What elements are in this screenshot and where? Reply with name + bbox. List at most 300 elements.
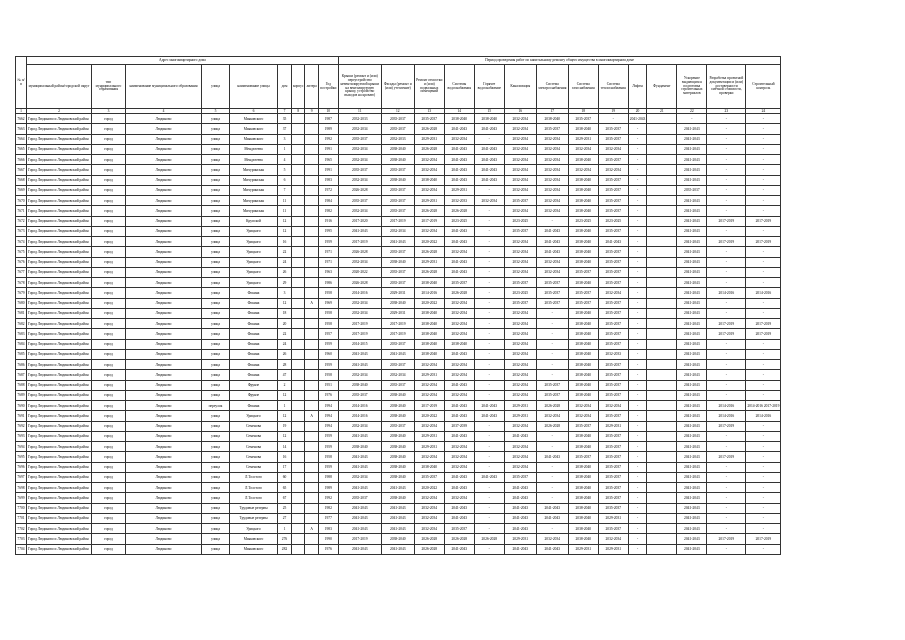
table-cell: город xyxy=(92,390,126,400)
table-cell: 2026-2028 xyxy=(414,267,444,277)
table-cell: 2017-2019 xyxy=(338,237,381,247)
table-cell: 12 xyxy=(278,390,292,400)
table-cell: 2035-2037 xyxy=(598,175,628,185)
table-cell: 2035-2037 xyxy=(598,155,628,165)
table-cell: 2035-2037 xyxy=(598,524,628,534)
table-cell: 7690 xyxy=(16,401,27,411)
table-cell: 7675 xyxy=(16,247,27,257)
table-cell: 2026-2028 xyxy=(444,206,474,216)
table-cell: - xyxy=(536,431,568,441)
table-cell: - xyxy=(474,216,504,226)
header-cell: Канализация xyxy=(504,65,536,109)
table-cell: Людиново xyxy=(126,175,202,185)
table-cell: 2035-2037 xyxy=(444,278,474,288)
table-cell: 12 xyxy=(278,431,292,441)
table-cell xyxy=(305,534,318,544)
table-cell: 2038-2040 xyxy=(568,462,598,472)
table-cell: Мичуринская xyxy=(230,196,278,206)
header-cell: Крыши (ремонт и (или) переустройство невентилируемой крыши на вентилируемую крышу, устройство выходов на кровлю) xyxy=(338,65,381,109)
table-cell: 2032-2033 xyxy=(444,196,474,206)
table-cell: 2041-2043 xyxy=(474,165,504,175)
table-cell: - xyxy=(628,278,647,288)
column-number: 4 xyxy=(126,109,202,114)
table-cell: 2038-2040 xyxy=(414,339,444,349)
table-cell: 7702 xyxy=(16,524,27,534)
table-cell xyxy=(292,544,305,554)
table-cell: - xyxy=(474,267,504,277)
table-cell: - xyxy=(628,175,647,185)
table-cell: 7680 xyxy=(16,298,27,308)
table-row xyxy=(16,185,781,195)
table-cell: 2029-2031 xyxy=(568,544,598,554)
table-cell: 7672 xyxy=(16,216,27,226)
table-cell: город xyxy=(92,431,126,441)
table-cell: - xyxy=(707,165,746,175)
table-cell: - xyxy=(628,124,647,134)
table-cell: 2032-2034 xyxy=(444,360,474,370)
table-cell: 14 xyxy=(278,442,292,452)
column-number: 9 xyxy=(305,109,318,114)
table-cell: Семенова xyxy=(230,442,278,452)
table-cell: 2041-2043 xyxy=(381,349,414,359)
table-cell xyxy=(647,390,677,400)
table-cell: 26 xyxy=(278,267,292,277)
table-row xyxy=(16,401,781,411)
table-cell: Мичуринская xyxy=(230,165,278,175)
table-cell: 2035-2037 xyxy=(381,247,414,257)
table-cell: 2032-2034 xyxy=(414,493,444,503)
table-cell: 2041-2043 xyxy=(444,380,474,390)
table-row xyxy=(16,175,781,185)
table-cell: - xyxy=(536,483,568,493)
table-cell: 7673 xyxy=(16,226,27,236)
table-cell: 16 xyxy=(278,237,292,247)
table-cell: 2041-2043 xyxy=(444,226,474,236)
table-cell: город xyxy=(92,247,126,257)
table-cell: улица xyxy=(202,175,230,185)
table-cell: улица xyxy=(202,257,230,267)
table-cell: 7 xyxy=(278,185,292,195)
table-cell: 2032-2034 xyxy=(444,329,474,339)
table-cell: 2041-2043 xyxy=(677,329,707,339)
table-cell: 2029-2031 xyxy=(504,534,536,544)
table-cell: Мичуринская xyxy=(230,206,278,216)
table-cell xyxy=(292,390,305,400)
table-cell: 2038-2040 xyxy=(568,493,598,503)
table-cell: 2041-2043 xyxy=(504,483,536,493)
table-cell: 2026-2028 xyxy=(414,206,444,216)
table-cell: - xyxy=(707,431,746,441)
table-cell: 2017-2020 xyxy=(338,216,381,226)
table-cell: 2041-2043 xyxy=(677,411,707,421)
table-row xyxy=(16,134,781,144)
table-cell: 2041-2043 xyxy=(677,442,707,452)
table-cell: Людиново xyxy=(126,472,202,482)
table-cell: улица xyxy=(202,431,230,441)
table-cell xyxy=(305,431,318,441)
table-cell: 2026-2028 xyxy=(414,544,444,554)
table-cell: - xyxy=(628,442,647,452)
table-cell: 2038-2040 xyxy=(414,319,444,329)
header-cell: Ускорение выдающихся подготовка строительных материалов xyxy=(677,65,707,109)
column-number: 6 xyxy=(230,109,278,114)
table-cell: улица xyxy=(202,206,230,216)
table-cell: 20 xyxy=(278,319,292,329)
header-cell: Система теплоснабжения xyxy=(598,65,628,109)
header-cell: Строительный контроль xyxy=(746,65,781,109)
table-cell: 2032-2034 xyxy=(536,411,568,421)
table-cell: 2037-2039 xyxy=(444,421,474,431)
table-cell: 2014-2016 xyxy=(414,288,444,298)
table-cell: 2041-2043 xyxy=(677,401,707,411)
table-cell: 2032-2033 xyxy=(381,134,414,144)
header-cell: Год постройки xyxy=(318,65,338,109)
table-cell: 2041-2043 xyxy=(444,267,474,277)
table-cell: 2035-2037 xyxy=(568,267,598,277)
table-cell: 7693 xyxy=(16,431,27,441)
table-cell xyxy=(305,144,318,154)
table-cell xyxy=(292,196,305,206)
table-cell: город xyxy=(92,237,126,247)
table-cell: 2041-2043 xyxy=(677,175,707,185)
table-cell: 2032-2034 xyxy=(444,442,474,452)
table-cell: 2032-2034 xyxy=(504,349,536,359)
table-cell: 2014-2016 xyxy=(746,411,781,421)
table-cell: 2032-2034 xyxy=(504,206,536,216)
table-cell xyxy=(305,442,318,452)
table-cell: город xyxy=(92,124,126,134)
table-cell: - xyxy=(746,493,781,503)
table-cell: Город Людиново и Людиновский район xyxy=(27,472,92,482)
table-cell: Людиново xyxy=(126,349,202,359)
table-cell: город xyxy=(92,206,126,216)
table-cell: 1990 xyxy=(318,534,338,544)
table-cell: 26 xyxy=(278,349,292,359)
table-cell: 1971 xyxy=(318,257,338,267)
table-cell: 2041-2043 xyxy=(677,216,707,226)
table-cell xyxy=(647,370,677,380)
table-cell: 2038-2040 xyxy=(414,349,444,359)
table-cell: 2038-2040 xyxy=(381,493,414,503)
table-cell: улица xyxy=(202,411,230,421)
table-cell: 2035-2037 xyxy=(598,185,628,195)
table-cell: 7665 xyxy=(16,144,27,154)
header-cell: Разработка проектной документации и (или) достоверности сметной стоимости, проверки xyxy=(707,65,746,109)
table-cell: 19 xyxy=(278,421,292,431)
table-cell: 2041-2043 xyxy=(677,544,707,554)
column-number: 15 xyxy=(474,109,504,114)
table-cell xyxy=(647,226,677,236)
table-cell xyxy=(292,329,305,339)
table-cell: 1959 xyxy=(318,442,338,452)
header-cell: улица xyxy=(202,65,230,109)
table-cell: 7667 xyxy=(16,165,27,175)
table-cell: улица xyxy=(202,349,230,359)
header-cell: муниципальный район/городской округ xyxy=(27,65,92,109)
table-cell: 2041-2043 xyxy=(444,144,474,154)
table-cell: 6 xyxy=(278,175,292,185)
table-cell: А xyxy=(305,524,318,534)
table-cell xyxy=(292,134,305,144)
table-cell: 2041-2043 xyxy=(677,431,707,441)
table-cell: 2041-2043 xyxy=(504,431,536,441)
table-cell: Людиново xyxy=(126,462,202,472)
table-cell: 2038-2040 xyxy=(568,226,598,236)
table-cell: Город Людиново и Людиновский район xyxy=(27,380,92,390)
header-cell: наименование муниципального образования xyxy=(126,65,202,109)
table-cell: 2032-2034 xyxy=(338,175,381,185)
table-cell: 7676 xyxy=(16,257,27,267)
table-cell: 2038-2040 xyxy=(381,390,414,400)
table-cell: 2035-2037 xyxy=(504,226,536,236)
table-cell: улица xyxy=(202,524,230,534)
table-cell: 2041-2043 xyxy=(338,513,381,523)
table-cell: 2038-2040 xyxy=(568,370,598,380)
table-cell xyxy=(647,349,677,359)
table-cell: 2035-2037 xyxy=(536,380,568,390)
table-cell: 27 xyxy=(278,513,292,523)
table-cell: Людиново xyxy=(126,524,202,534)
table-cell: Людиново xyxy=(126,401,202,411)
table-cell: 2035-2037 xyxy=(338,196,381,206)
table-cell: 2035-2037 xyxy=(338,134,381,144)
table-cell: 2038-2040 xyxy=(568,237,598,247)
table-cell: - xyxy=(746,155,781,165)
table-cell xyxy=(305,288,318,298)
table-cell: 7671 xyxy=(16,206,27,216)
table-cell: - xyxy=(746,370,781,380)
table-cell: 2032-2034 xyxy=(414,513,444,523)
table-cell: 2032-2034 xyxy=(504,237,536,247)
table-cell: 2035-2037 xyxy=(598,493,628,503)
table-cell: - xyxy=(628,267,647,277)
table-cell: 2032-2034 xyxy=(338,206,381,216)
table-cell: 2038-2040 xyxy=(381,442,414,452)
table-cell: город xyxy=(92,339,126,349)
table-cell: 2041-2043 xyxy=(677,339,707,349)
table-cell: - xyxy=(707,155,746,165)
table-cell: - xyxy=(707,483,746,493)
table-cell: город xyxy=(92,165,126,175)
table-cell: 2041-2043 xyxy=(444,503,474,513)
table-cell: город xyxy=(92,452,126,462)
table-cell: 1958 xyxy=(318,308,338,318)
table-cell: 2038-2040 xyxy=(536,114,568,124)
table-cell: 7682 xyxy=(16,319,27,329)
table-cell: 2017-2019 xyxy=(381,216,414,226)
table-cell xyxy=(647,124,677,134)
table-cell: 2032-2034 xyxy=(381,370,414,380)
table-cell: Город Людиново и Людиновский район xyxy=(27,493,92,503)
table-cell: - xyxy=(628,493,647,503)
table-cell: улица xyxy=(202,390,230,400)
table-cell xyxy=(292,513,305,523)
table-cell xyxy=(305,503,318,513)
table-cell xyxy=(305,544,318,554)
table-cell: 2029-2031 xyxy=(598,421,628,431)
table-cell: улица xyxy=(202,134,230,144)
table-cell xyxy=(305,462,318,472)
table-cell: Людиново xyxy=(126,278,202,288)
table-cell: 2032-2034 xyxy=(338,370,381,380)
table-cell: 22 xyxy=(278,329,292,339)
table-cell: - xyxy=(536,462,568,472)
table-cell: Семенова xyxy=(230,431,278,441)
table-cell: 2041-2043 xyxy=(381,544,414,554)
table-cell: Людиново xyxy=(126,237,202,247)
table-cell: 2041-2043 xyxy=(677,226,707,236)
table-cell: 2038-2040 xyxy=(381,257,414,267)
table-cell xyxy=(647,257,677,267)
table-cell: 2035-2037 xyxy=(598,196,628,206)
table-cell: - xyxy=(707,185,746,195)
table-cell: улица xyxy=(202,155,230,165)
table-cell: 1992 xyxy=(318,493,338,503)
table-cell: 2032-2034 xyxy=(598,165,628,175)
table-cell: - xyxy=(707,206,746,216)
table-cell: 2032-2034 xyxy=(536,155,568,165)
table-cell: - xyxy=(536,319,568,329)
table-cell: Город Людиново и Людиновский район xyxy=(27,421,92,431)
table-cell: 2038-2040 xyxy=(568,524,598,534)
table-cell: улица xyxy=(202,319,230,329)
column-number: 7 xyxy=(278,109,292,114)
table-cell: 2017-2019 xyxy=(746,534,781,544)
table-cell: город xyxy=(92,257,126,267)
table-cell: 2026-2028 xyxy=(414,247,444,257)
table-cell: 2035-2037 xyxy=(598,380,628,390)
table-cell: 1976 xyxy=(318,390,338,400)
table-cell: 7689 xyxy=(16,390,27,400)
table-cell: 2026-2028 xyxy=(338,247,381,257)
table-cell: 2035-2037 xyxy=(536,390,568,400)
table-cell: 2041-2043 xyxy=(677,421,707,431)
table-cell: улица xyxy=(202,452,230,462)
table-cell: 2017-2019 xyxy=(338,319,381,329)
table-cell: Урицкого xyxy=(230,411,278,421)
table-cell: 2026-2028 xyxy=(536,421,568,431)
table-cell: 2014-2016 xyxy=(338,288,381,298)
table-cell: Фокина xyxy=(230,329,278,339)
table-cell: Город Людиново и Людиновский район xyxy=(27,431,92,441)
table-cell: 2032-2034 xyxy=(474,196,504,206)
table-cell: Город Людиново и Людиновский район xyxy=(27,308,92,318)
table-cell: - xyxy=(746,431,781,441)
table-cell: 2026-2028 xyxy=(338,278,381,288)
table-cell: - xyxy=(474,319,504,329)
table-cell: 2041-2043 xyxy=(677,267,707,277)
table-cell: - xyxy=(536,442,568,452)
table-cell: Людиново xyxy=(126,431,202,441)
table-cell: Людиново xyxy=(126,267,202,277)
table-cell: 2035-2037 xyxy=(598,411,628,421)
table-cell: - xyxy=(746,390,781,400)
table-cell: город xyxy=(92,144,126,154)
table-cell xyxy=(292,319,305,329)
table-cell: 1976 xyxy=(318,544,338,554)
table-cell: - xyxy=(628,196,647,206)
table-cell: 276 xyxy=(278,534,292,544)
table-cell xyxy=(647,534,677,544)
table-cell: - xyxy=(746,360,781,370)
table-cell xyxy=(647,185,677,195)
table-cell: 2041-2043 xyxy=(474,144,504,154)
table-cell: 2038-2040 xyxy=(568,380,598,390)
column-number: 3 xyxy=(92,109,126,114)
table-cell: 2041-2043 xyxy=(474,411,504,421)
table-cell: Семенова xyxy=(230,452,278,462)
table-cell: - xyxy=(677,114,707,124)
table-cell: 2017-2019 xyxy=(707,216,746,226)
table-cell: Фокина xyxy=(230,308,278,318)
table-cell: - xyxy=(746,267,781,277)
table-cell: 2041-2043 xyxy=(444,257,474,267)
table-cell: - xyxy=(474,206,504,216)
table-cell: - xyxy=(746,185,781,195)
table-cell: 1959 xyxy=(318,237,338,247)
table-cell: - xyxy=(628,134,647,144)
table-cell xyxy=(305,175,318,185)
table-cell: 2014-2016 xyxy=(338,401,381,411)
table-cell: 2038-2040 xyxy=(414,329,444,339)
table-cell: 7681 xyxy=(16,308,27,318)
table-cell: улица xyxy=(202,472,230,482)
table-cell xyxy=(647,472,677,482)
table-cell: - xyxy=(707,370,746,380)
table-cell xyxy=(305,339,318,349)
schedule-table xyxy=(15,56,781,555)
table-cell: 2035-2037 xyxy=(381,185,414,195)
table-cell: 2041-2043 xyxy=(677,196,707,206)
table-cell: Крупской xyxy=(230,216,278,226)
table-cell: Урицкого xyxy=(230,247,278,257)
table-cell: 2038-2040 xyxy=(381,411,414,421)
table-cell xyxy=(305,257,318,267)
table-cell: 2041-2043 xyxy=(444,472,474,482)
table-cell: город xyxy=(92,421,126,431)
table-cell xyxy=(292,524,305,534)
table-cell: 3 xyxy=(278,288,292,298)
table-cell: 2041-2043 xyxy=(338,349,381,359)
table-cell: 2041-2043 xyxy=(444,165,474,175)
table-cell: 2032-2034 xyxy=(536,144,568,154)
table-cell: - xyxy=(707,124,746,134)
table-cell: 2032-2034 xyxy=(598,534,628,544)
table-cell: 2035-2037 xyxy=(536,288,568,298)
table-cell: 2035-2037 xyxy=(568,421,598,431)
table-cell: 2041-2043 xyxy=(536,513,568,523)
table-cell: 2026-2028 xyxy=(444,534,474,544)
table-cell: 2035-2037 xyxy=(598,298,628,308)
table-cell: 67 xyxy=(278,493,292,503)
table-cell: - xyxy=(474,452,504,462)
table-cell: - xyxy=(474,185,504,195)
table-cell xyxy=(292,298,305,308)
table-cell: - xyxy=(474,503,504,513)
table-cell: город xyxy=(92,155,126,165)
table-cell: 7679 xyxy=(16,288,27,298)
table-cell: - xyxy=(746,247,781,257)
table-cell: 2041-2043 xyxy=(444,401,474,411)
table-cell: 2017-2019 xyxy=(746,319,781,329)
table-cell xyxy=(292,380,305,390)
table-cell: Город Людиново и Людиновский район xyxy=(27,237,92,247)
table-cell: Людиново xyxy=(126,513,202,523)
table-cell: 2029-2031 xyxy=(598,544,628,554)
table-cell: 2032-2034 xyxy=(536,267,568,277)
table-cell: 2041-2043 xyxy=(677,534,707,544)
table-cell: Семенова xyxy=(230,421,278,431)
